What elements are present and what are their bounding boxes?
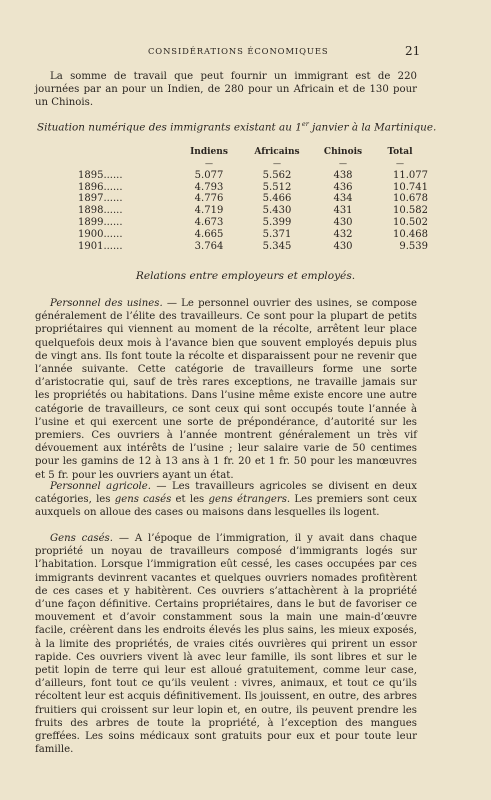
intro-paragraph: La somme de travail que peut fournir un immigrant est de 220 journées par an pour un Indien, de 280 pour un Africain et de 130 pour un Chinois.	[35, 71, 417, 109]
paragraph-personnel-usines	[35, 297, 417, 482]
paragraph-body: — Le personnel ouvrier des usines, se compose généralement de l’élite des travailleurs. Ce sont pour la plupart de petits propriétaires qui viennent au moment de la récolte, arrêtent leur place quelquefois deux mois à l’avance bien que souvent employés depuis plus de vingt ans. Ils font toute la récolte et disparaissent pour ne revenir que l’année suivante. Cette catégorie de travailleurs forme une sorte d’aristocratie qui, sauf de très rares exceptions, ne travaille jamais sur les propriétés ou habitations. Dans l’usine même existe encore une autre catégorie de travailleurs, ce sont ceux qui sont occupés toute l’année à l’usine et qui exercent une sorte de prépondérance, d’autorité sur les premiers. Ces ouvriers à l’année montrent généralement un très vif dévouement aux intérêts de l’usine ; leur salaire varie de 50 centimes pour les gamins de 12 à 13 ans à 1 fr. 20 et 1 fr. 50 pour les manœuvres et 5 fr. pour les ouvriers ayant un état.	[35, 298, 417, 481]
table-row: 1900...... 4.665 5.371 432 10.468	[78, 228, 428, 240]
dash-row: — — — —	[205, 159, 404, 168]
paragraph-body: — A l’époque de l’immigration, il y avait dans chaque propriété un noyau de travailleurs composé d’immigrants logés sur l’habitation. Lorsque l’immigration eût cessé, les cases occupées par ces immigrants devinrent vacantes et quelques ouvriers nomades profitèrent de ces cases et y habitèrent. Ces ouvriers s’attachèrent à la propriété d’une façon définitive. Certains propriétaires, dans le but de favoriser ce mouvement et d’avoir constamment sous la main une main-d’œuvre facile, créèrent dans les endroits élevés les plus sains, les mieux exposés, à la limite des propriétés, de vraies cités ouvrières qui prirent un essor rapide. Ces ouvriers vivent là avec leur famille, ils sont libres et sur le petit lopin de terre qui leur est alloué gratuitement, comme leur case, d’ailleurs, font tout ce qu’ils veulent : vivres, animaux, et tout ce qu’ils récoltent leur est acquis définitivement. Ils jouissent, en outre, des arbres fruitiers qui croissent sur leur lopin et, en outre, ils peuvent prendre les fruits des arbres de toute la propriété, à l’exception des mangues greffées. Les soins médicaux sont gratuits pour eux et pour toute leur famille.	[35, 533, 417, 756]
column-header: Chinois	[323, 147, 363, 157]
table-header-row	[78, 146, 428, 158]
table-row: 1895...... 5.077 5.562 438 11.077	[78, 169, 428, 181]
immigrant-statistics-table	[78, 146, 428, 252]
column-header: Africains	[254, 147, 300, 157]
paragraph-personnel-agricole: Personnel agricole. — Les travailleurs agricoles se divisent en deux catégories, les gens casés et les gens étrangers. Les premiers sont ceux auxquels on alloue des cases ou maisons dans lesquelles ils logent.	[35, 481, 417, 519]
running-header	[0, 44, 491, 60]
page-number: 21	[405, 44, 421, 58]
paragraph-lead: Personnel agricole.	[50, 481, 151, 492]
column-header: Indiens	[190, 147, 228, 157]
table-row: 1897...... 4.776 5.466 434 10.678	[78, 193, 428, 205]
table-row: 1899...... 4.673 5.399 430 10.502	[78, 216, 428, 228]
paragraph-lead: Personnel des usines.	[50, 298, 163, 309]
table-row: 1901...... 3.764 5.345 430 9.539	[78, 240, 428, 252]
table-row: 1896...... 4.793 5.512 436 10.741	[78, 181, 428, 193]
paragraph-lead: Gens casés.	[50, 533, 113, 544]
table-caption: Situation numérique des immigrants existant au 1er janvier à la Martinique.	[37, 120, 437, 134]
running-title: CONSIDÉRATIONS ÉCONOMIQUES	[148, 46, 329, 56]
section-title: Relations entre employeurs et employés.	[135, 270, 356, 282]
table-row: 1898...... 4.719 5.430 431 10.582	[78, 205, 428, 217]
column-header: Total	[387, 147, 413, 157]
paragraph-gens-cases	[35, 532, 417, 756]
